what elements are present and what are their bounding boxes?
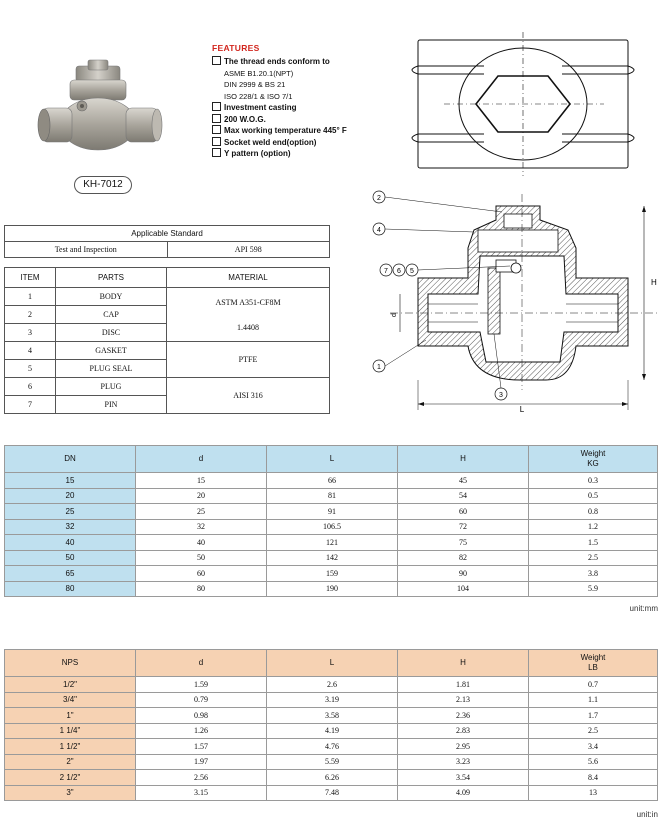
svg-text:6: 6 — [397, 268, 401, 275]
feature-item: DIN 2999 & BS 21 — [224, 80, 286, 89]
feature-item: ASME B1.20.1(NPT) — [224, 68, 294, 78]
table-row: 3/4" 0.79 3.19 2.13 1.1 — [5, 692, 658, 708]
feature-item: Y pattern (option) — [212, 148, 402, 160]
table-row: 20 20 81 54 0.5 — [5, 488, 658, 504]
applicable-standard-table — [4, 225, 330, 258]
callout-1 — [373, 340, 426, 372]
model-label: KH-7012 — [74, 176, 132, 194]
unit-in-label: unit:in — [636, 810, 658, 819]
table-row: 3" 3.15 7.48 4.09 13 — [5, 785, 658, 801]
table-row: 40 40 121 75 1.5 — [5, 535, 658, 551]
feature-item: ISO 228/1 & ISO 7/1 — [224, 91, 293, 101]
checkbox-icon — [212, 56, 221, 65]
dim-d-label: d — [391, 313, 398, 317]
table-row: 6 PLUG AISI 316 — [5, 378, 330, 396]
checkbox-icon — [212, 114, 221, 123]
col-material: MATERIAL — [167, 268, 330, 288]
col-d: d — [136, 650, 267, 677]
feature-item: Investment casting — [212, 102, 402, 114]
callout-7 — [380, 264, 392, 276]
dim-L-label: L — [519, 405, 525, 414]
table-row: 1 BODY ASTM A351-CF8M 1.4408 — [5, 288, 330, 306]
table-row: 1" 0.98 3.58 2.36 1.7 — [5, 708, 658, 724]
std-label: Test and Inspection — [5, 242, 168, 258]
table-row: 32 32 106.5 72 1.2 — [5, 519, 658, 535]
feature-item: The thread ends conform to — [212, 56, 402, 68]
features-items — [212, 56, 402, 160]
callout-6 — [393, 264, 405, 276]
table-row: 15 15 66 45 0.3 — [5, 473, 658, 489]
material-cf8m: ASTM A351-CF8M 1.4408 — [167, 288, 330, 342]
top-view-drawing — [404, 30, 640, 180]
feature-item: 200 W.O.G. — [212, 114, 402, 126]
col-H: H — [398, 650, 529, 677]
table-row: 50 50 142 82 2.5 — [5, 550, 658, 566]
col-parts: PARTS — [56, 268, 167, 288]
feature-item: Socket weld end(option) — [212, 137, 402, 149]
table-row: 25 25 91 60 0.8 — [5, 504, 658, 520]
feature-item: Max working temperature 445° F — [212, 125, 402, 137]
col-dn: DN — [5, 446, 136, 473]
material-ptfe: PTFE — [167, 342, 330, 378]
features-title: FEATURES — [212, 43, 260, 53]
parts-table — [4, 267, 330, 414]
table-row: 4 GASKET PTFE — [5, 342, 330, 360]
features-list — [212, 43, 402, 160]
imperial-table-body — [5, 677, 658, 801]
metric-dimension-table — [4, 445, 658, 597]
metric-table-body — [5, 473, 658, 597]
table-row: 2" 1.97 5.59 3.23 5.6 — [5, 754, 658, 770]
checkbox-icon — [212, 148, 221, 157]
std-value: API 598 — [167, 242, 330, 258]
table-row: 2 1/2" 2.56 6.26 3.54 8.4 — [5, 770, 658, 786]
col-L: L — [267, 446, 398, 473]
table-row: 1 1/2" 1.57 4.76 2.95 3.4 — [5, 739, 658, 755]
svg-text:1: 1 — [377, 364, 381, 371]
checkbox-icon — [212, 137, 221, 146]
section-drawing — [370, 190, 662, 420]
col-nps: NPS — [5, 650, 136, 677]
table-row: 80 80 190 104 5.9 — [5, 581, 658, 597]
table-row: 5 PLUG SEAL — [5, 360, 330, 378]
material-aisi: AISI 316 — [167, 378, 330, 414]
callout-4 — [373, 223, 474, 235]
checkbox-icon — [212, 102, 221, 111]
svg-text:4: 4 — [377, 227, 381, 234]
table-row: 65 60 159 90 3.8 — [5, 566, 658, 582]
callout-2 — [373, 191, 502, 212]
col-weight: Weight LB — [529, 650, 658, 677]
col-L: L — [267, 650, 398, 677]
table-row: 7 PIN — [5, 396, 330, 414]
dim-H-label: H — [651, 278, 657, 287]
table-row: 1 1/4" 1.26 4.19 2.83 2.5 — [5, 723, 658, 739]
col-weight: Weight KG — [529, 446, 658, 473]
unit-mm-label: unit:mm — [629, 604, 658, 613]
std-header: Applicable Standard — [5, 226, 330, 242]
imperial-dimension-table — [4, 649, 658, 801]
svg-text:5: 5 — [410, 268, 414, 275]
col-item: ITEM — [5, 268, 56, 288]
table-row: 1/2" 1.59 2.6 1.81 0.7 — [5, 677, 658, 693]
col-H: H — [398, 446, 529, 473]
col-d: d — [136, 446, 267, 473]
table-row: 2 CAP — [5, 306, 330, 324]
svg-text:7: 7 — [384, 268, 388, 275]
svg-text:3: 3 — [499, 392, 503, 399]
checkbox-icon — [212, 125, 221, 134]
product-photo — [30, 58, 170, 176]
table-row: 3 DISC — [5, 324, 330, 342]
svg-text:2: 2 — [377, 195, 381, 202]
